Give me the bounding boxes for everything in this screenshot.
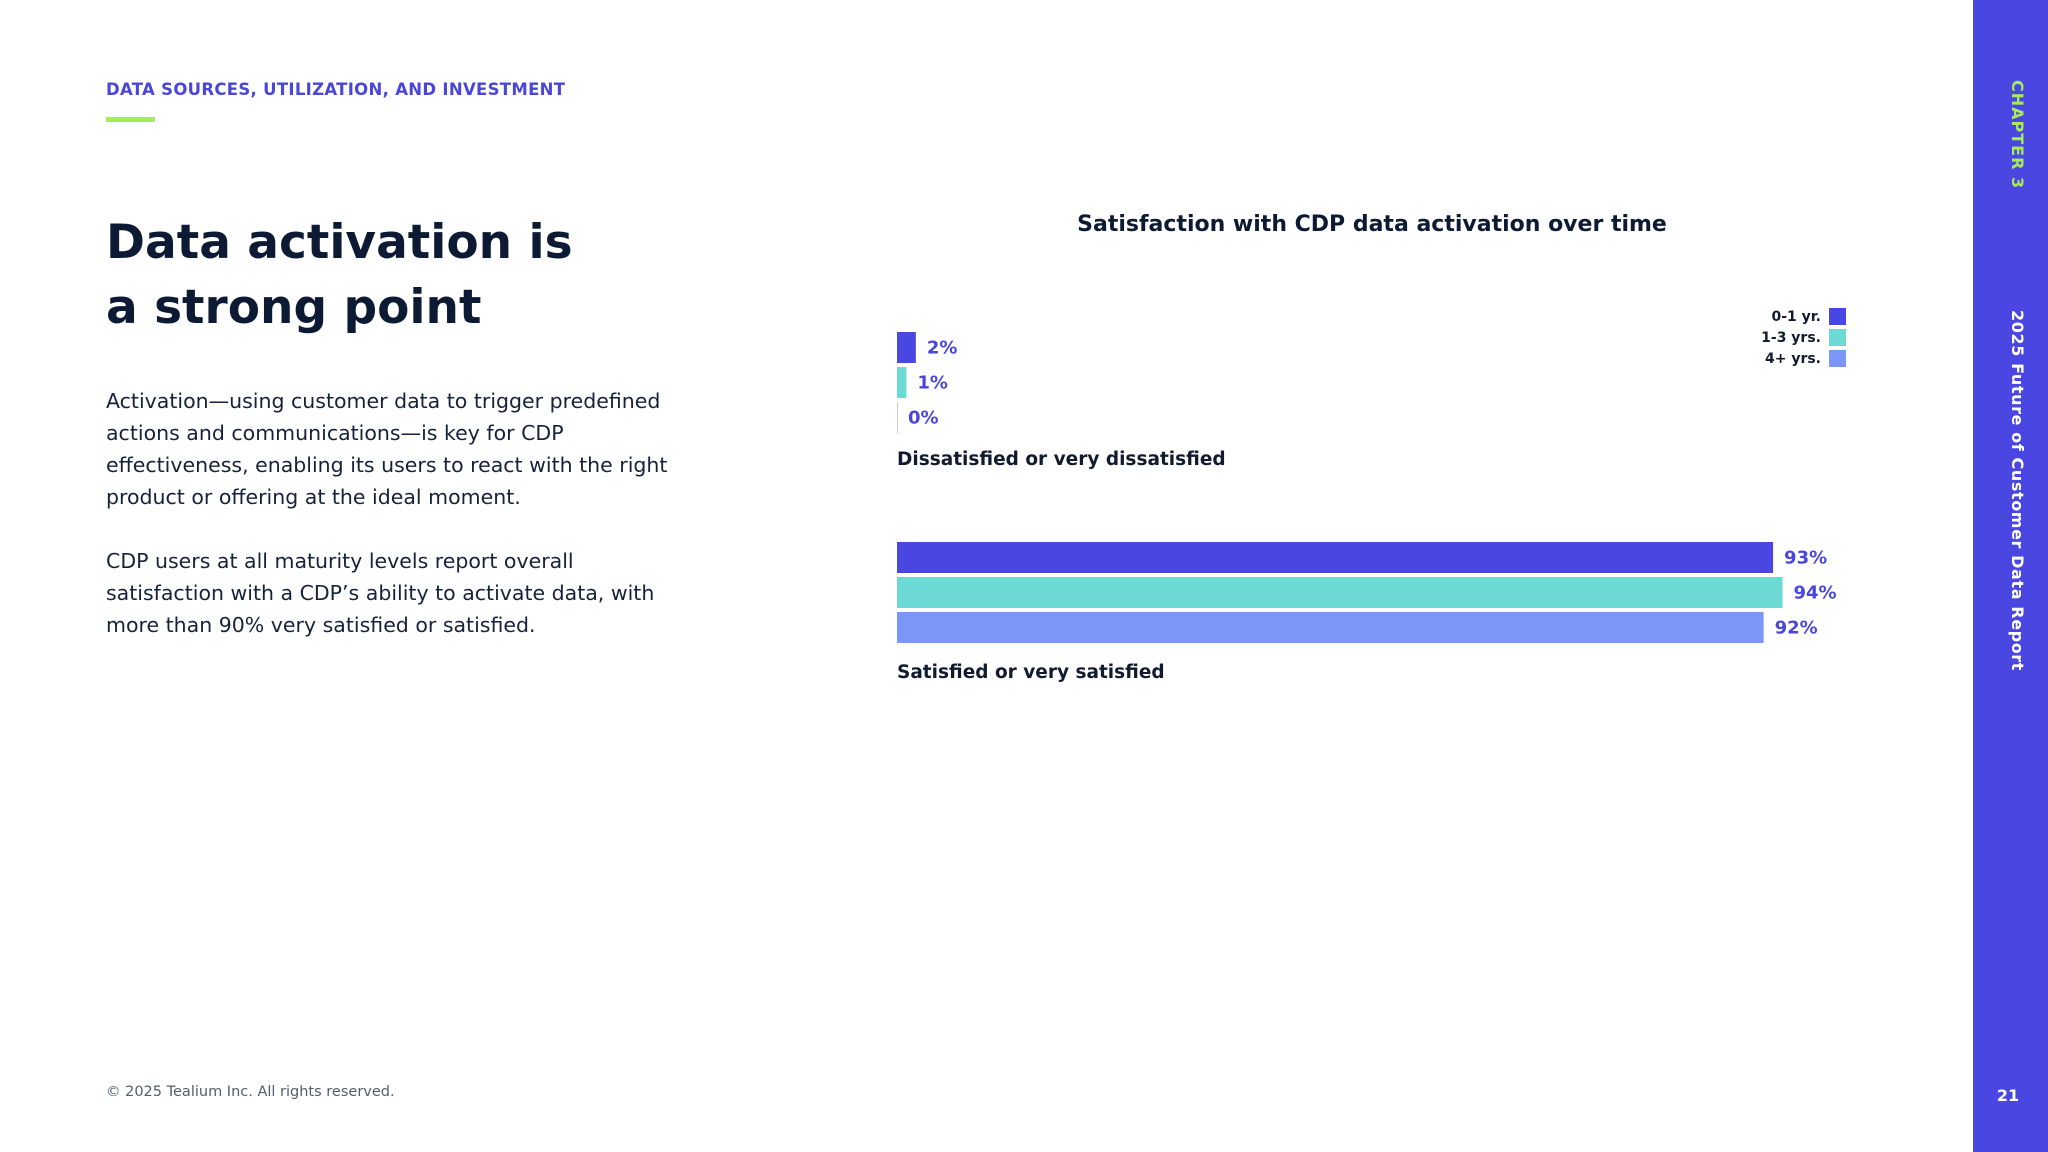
data-label-1-2: 92% [1774, 617, 1818, 639]
legend-label-0: 0-1 yr. [1771, 309, 1821, 325]
legend-label-1: 1-3 yrs. [1761, 330, 1821, 346]
data-label-0-2: 0% [908, 407, 939, 429]
sidebar-report-title: 2025 Future of Customer Data Report [2008, 310, 2027, 672]
headline-line-1: Data activation is [106, 215, 573, 270]
data-label-1-0: 93% [1784, 547, 1828, 569]
data-label-0-0: 2% [926, 337, 958, 359]
category-label-0: Dissatisfied or very dissatisfied [897, 449, 1226, 470]
bar-0-1 [897, 367, 906, 398]
body-paragraph-1: Activation—using customer data to trigger predefined actions and communications—is key for CDP effectiveness, enabling its users to react with the right product or offering at the ideal moment. [106, 389, 668, 509]
bar-1-0 [897, 542, 1773, 573]
sidebar-chapter-label: CHAPTER 3 [2008, 80, 2027, 190]
legend-label-2: 4+ yrs. [1764, 351, 1821, 367]
bar-1-1 [897, 577, 1782, 608]
bar-0-0 [897, 332, 916, 363]
chart-title: Satisfaction with CDP data activation over time [1077, 212, 1667, 237]
legend-swatch-0 [1829, 308, 1846, 325]
data-label-0-1: 1% [917, 372, 948, 394]
bar-1-2 [897, 612, 1764, 643]
copyright-footer: © 2025 Tealium Inc. All rights reserved. [106, 1084, 395, 1100]
data-label-1-1: 94% [1793, 582, 1837, 604]
body-paragraph-2: CDP users at all maturity levels report overall satisfaction with a CDP’s ability to activate data, with more than 90% very satisfied or satisfied. [106, 549, 655, 637]
category-label-1: Satisfied or very satisfied [897, 662, 1165, 683]
legend-swatch-1 [1829, 329, 1846, 346]
legend-swatch-2 [1829, 350, 1846, 367]
section-label: DATA SOURCES, UTILIZATION, AND INVESTMENT [106, 80, 566, 99]
page-number: 21 [1996, 1086, 2020, 1105]
headline-line-2: a strong point [106, 280, 482, 335]
